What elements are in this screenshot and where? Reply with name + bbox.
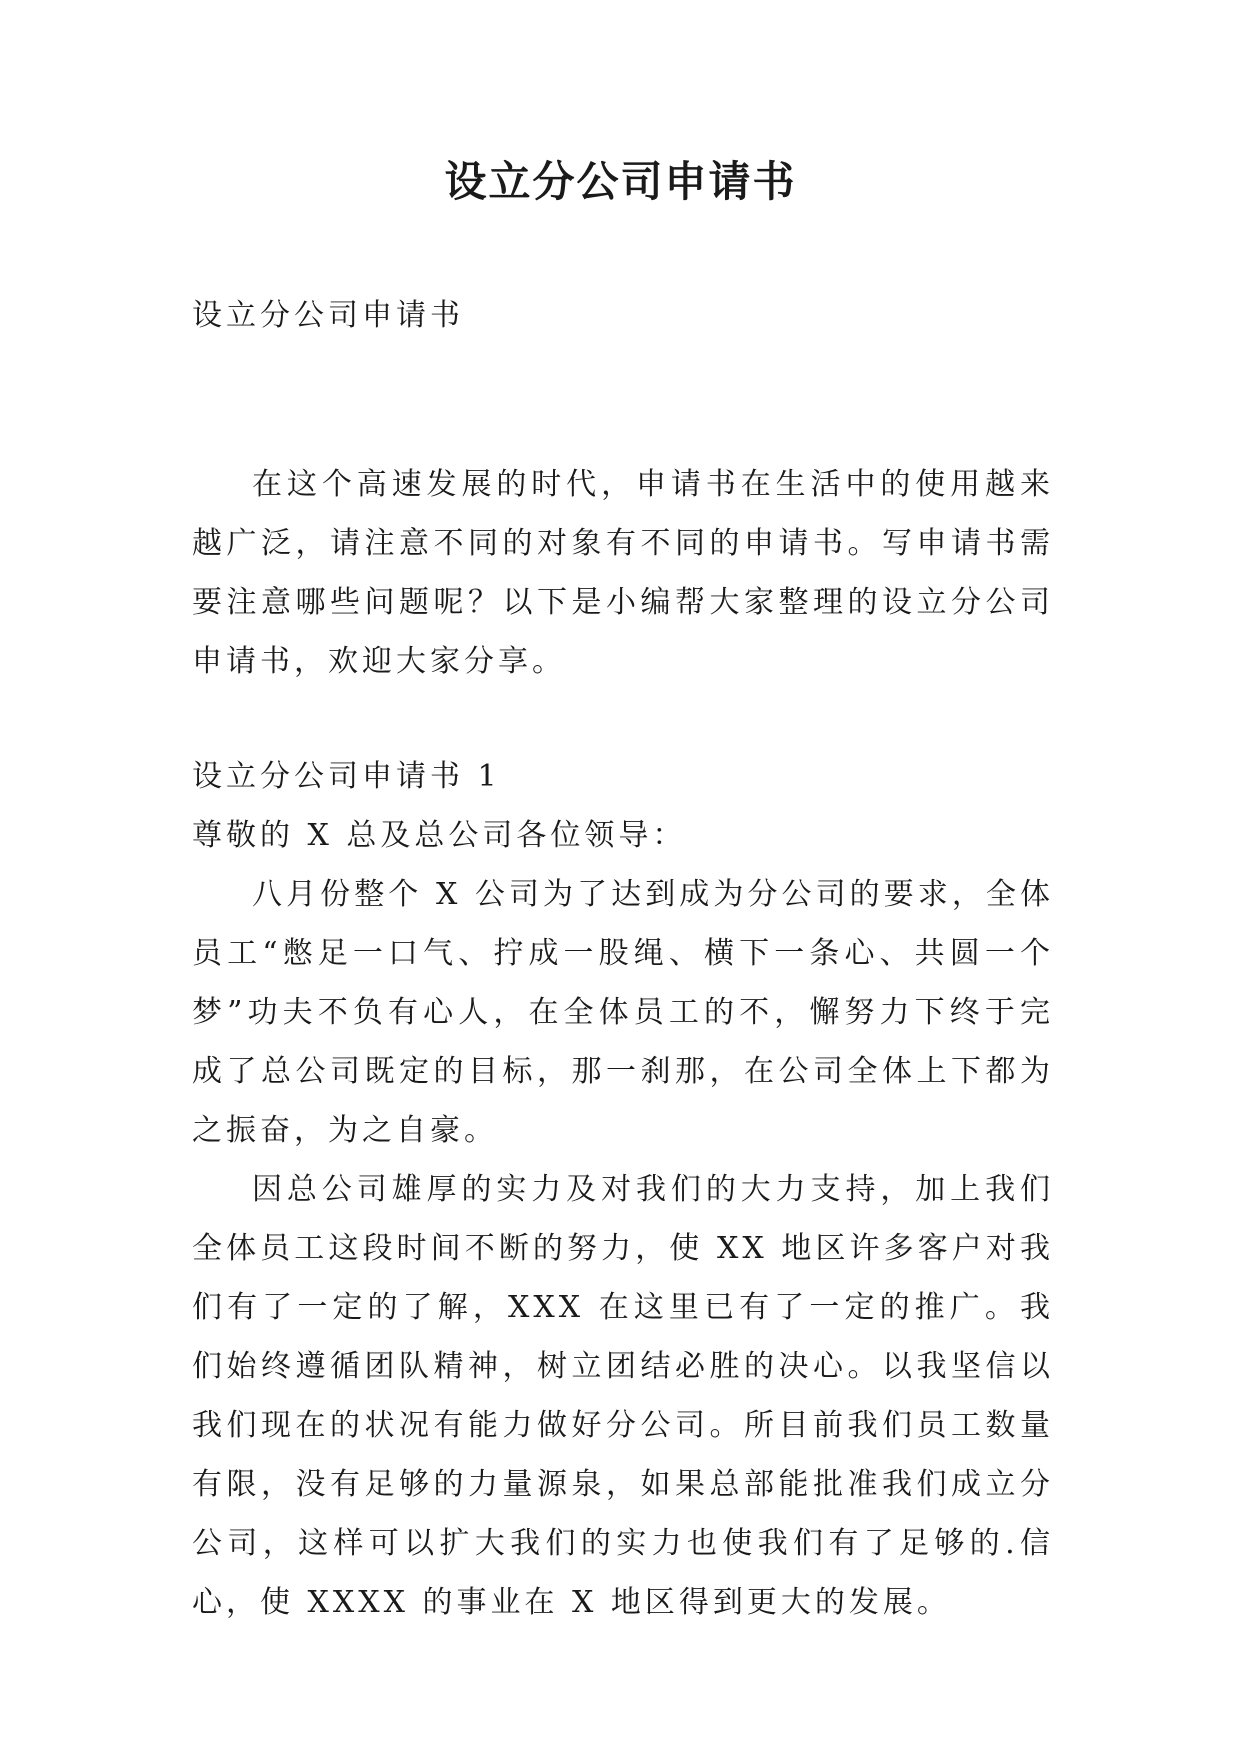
document-body (192, 286, 1054, 1632)
document-subtitle: 设立分公司申请书 (192, 298, 464, 333)
section-heading: 设立分公司申请书 1 (192, 759, 501, 794)
intro-paragraph: 在这个高速发展的时代，申请书在生活中的使用越来越广泛，请注意不同的对象有不同的申请书。写申请书需要注意哪些问题呢？以下是小编帮大家整理的设立分公司申请书，欢迎大家分享。 (192, 467, 1054, 679)
body-paragraph: 因总公司雄厚的实力及对我们的大力支持，加上我们全体员工这段时间不断的努力，使 XX 地区许多客户对我们有了一定的了解，XXX 在这里已有了一定的推广。我们始终遵循团队精神，树立团结必胜的决心。以我坚信以我们现在的状况有能力做好分公司。所目前我们员工数量有限，没有足够的力量源泉，如果总部能批准我们成立分公司，这样可以扩大我们的实力也使我们有了足够的.信心，使 XXXX 的事业在 X 地区得到更大的发展。 (192, 1172, 1054, 1620)
spacer (192, 691, 1054, 747)
document-title: 设立分公司申请书 (444, 157, 797, 206)
body-paragraph: 八月份整个 X 公司为了达到成为分公司的要求，全体员工“憋足一口气、拧成一股绳、横下一条心、共圆一个梦”功夫不负有心人，在全体员工的不，懈努力下终于完成了总公司既定的目标，那一刹那，在公司全体上下都为之振奋，为之自豪。 (192, 877, 1054, 1148)
spacer (192, 345, 1054, 455)
salutation: 尊敬的 X 总及总公司各位领导： (192, 818, 687, 853)
